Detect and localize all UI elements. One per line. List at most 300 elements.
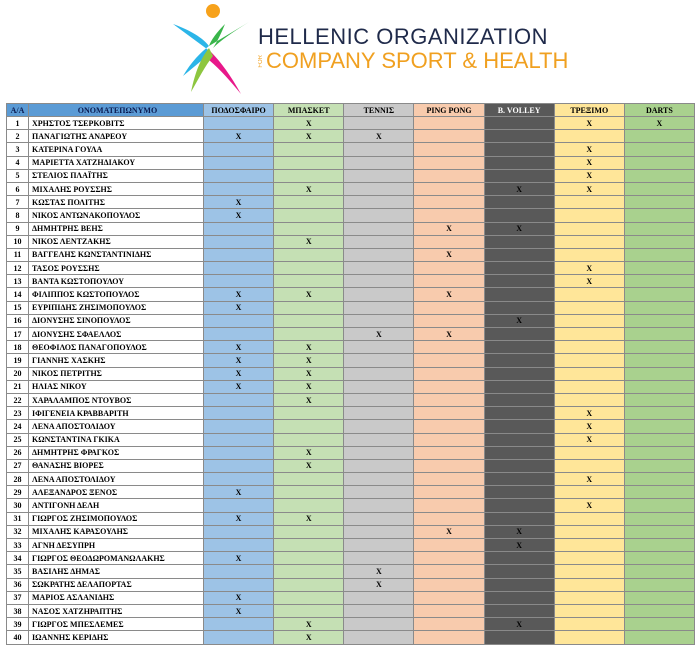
sport-mark — [554, 248, 624, 261]
sport-mark — [344, 196, 414, 209]
sport-mark — [344, 486, 414, 499]
sport-mark — [204, 473, 274, 486]
row-number: 27 — [7, 459, 29, 472]
sport-mark — [344, 143, 414, 156]
participant-name: ΧΑΡΑΛΑΜΠΟΣ ΝΤΟΥΒΟΣ — [29, 393, 204, 406]
sport-mark — [274, 591, 344, 604]
row-number: 38 — [7, 604, 29, 617]
sport-mark — [274, 433, 344, 446]
table-row — [7, 341, 695, 354]
sport-mark — [344, 248, 414, 261]
sport-mark — [554, 631, 624, 644]
sport-mark: X — [414, 525, 484, 538]
header-name: ΟΝΟΜΑΤΕΠΩΝΥΜΟ — [29, 104, 204, 117]
sport-mark — [624, 235, 694, 248]
sport-mark — [484, 209, 554, 222]
sport-mark: X — [484, 182, 554, 195]
sport-mark — [274, 486, 344, 499]
participant-name: ΒΑΣΙΛΗΣ ΔΗΜΑΣ — [29, 565, 204, 578]
sport-mark — [344, 380, 414, 393]
sport-mark — [274, 525, 344, 538]
sport-mark: X — [274, 446, 344, 459]
sport-mark: X — [274, 130, 344, 143]
header — [0, 0, 700, 100]
sport-mark — [484, 552, 554, 565]
sport-mark — [484, 591, 554, 604]
sport-mark — [414, 209, 484, 222]
sport-mark — [554, 591, 624, 604]
sport-mark — [204, 156, 274, 169]
sport-mark: X — [204, 288, 274, 301]
sport-mark — [554, 301, 624, 314]
sport-mark — [624, 631, 694, 644]
sport-mark — [204, 459, 274, 472]
participant-name: ΑΝΤΙΓΟΝΗ ΔΕΛΗ — [29, 499, 204, 512]
participant-name: ΝΙΚΟΣ ΑΝΤΩΝΑΚΟΠΟΥΛΟΣ — [29, 209, 204, 222]
sport-mark — [624, 578, 694, 591]
sport-mark — [624, 275, 694, 288]
sport-mark: X — [414, 222, 484, 235]
sport-mark — [624, 182, 694, 195]
sport-mark — [274, 262, 344, 275]
sport-mark — [344, 156, 414, 169]
row-number: 36 — [7, 578, 29, 591]
sport-mark — [484, 433, 554, 446]
sport-mark — [624, 499, 694, 512]
row-number: 5 — [7, 169, 29, 182]
sport-mark — [204, 446, 274, 459]
sport-mark — [414, 407, 484, 420]
sport-mark — [624, 407, 694, 420]
sport-mark — [204, 420, 274, 433]
sport-mark — [484, 473, 554, 486]
participant-name: ΝΙΚΟΣ ΛΕΝΤΖΑΚΗΣ — [29, 235, 204, 248]
sport-mark — [554, 380, 624, 393]
table-row — [7, 552, 695, 565]
sport-mark: X — [274, 367, 344, 380]
sport-mark — [344, 618, 414, 631]
table-row — [7, 156, 695, 169]
sport-mark — [204, 618, 274, 631]
sport-mark — [274, 169, 344, 182]
row-number: 33 — [7, 539, 29, 552]
logo-icon — [165, 2, 255, 98]
table-row — [7, 565, 695, 578]
header-sport: DARTS — [624, 104, 694, 117]
sport-mark: X — [204, 380, 274, 393]
participant-name: ΙΦΙΓΕΝΕΙΑ ΚΡΑΒΒΑΡΙΤΗ — [29, 407, 204, 420]
participant-name: ΔΙΟΝΥΣΗΣ ΣΦΑΕΛΛΟΣ — [29, 328, 204, 341]
sport-mark — [624, 262, 694, 275]
sport-mark: X — [554, 433, 624, 446]
sport-mark — [344, 525, 414, 538]
sport-mark — [204, 275, 274, 288]
sport-mark — [274, 314, 344, 327]
header-sport: ΤΡΕΞΙΜΟ — [554, 104, 624, 117]
participant-name: ΔΗΜΗΤΡΗΣ ΒΕΗΣ — [29, 222, 204, 235]
sport-mark — [414, 262, 484, 275]
sport-mark — [204, 433, 274, 446]
sport-mark — [624, 486, 694, 499]
sport-mark — [414, 235, 484, 248]
sport-mark — [344, 552, 414, 565]
sport-mark — [624, 604, 694, 617]
table-row — [7, 591, 695, 604]
sport-mark — [204, 235, 274, 248]
sport-mark: X — [554, 262, 624, 275]
sport-mark — [484, 117, 554, 130]
table-row — [7, 130, 695, 143]
sport-mark — [414, 367, 484, 380]
table-row — [7, 288, 695, 301]
sport-mark — [344, 420, 414, 433]
participant-name: ΓΙΩΡΓΟΣ ΜΠΕΣΛΕΜΕΣ — [29, 618, 204, 631]
participant-name: ΦΙΛΙΠΠΟΣ ΚΩΣΤΟΠΟΥΛΟΣ — [29, 288, 204, 301]
sport-mark — [204, 169, 274, 182]
sport-mark — [204, 393, 274, 406]
participant-name: ΚΩΣΤΑΣ ΠΟΛΙΤΗΣ — [29, 196, 204, 209]
table-row — [7, 446, 695, 459]
sport-mark — [414, 393, 484, 406]
table-row — [7, 539, 695, 552]
sport-mark — [344, 235, 414, 248]
sport-mark — [624, 473, 694, 486]
sport-mark — [414, 420, 484, 433]
sport-mark: X — [344, 578, 414, 591]
row-number: 10 — [7, 235, 29, 248]
row-number: 35 — [7, 565, 29, 578]
sport-mark — [554, 525, 624, 538]
sport-mark — [484, 328, 554, 341]
sport-mark — [274, 156, 344, 169]
participants-table — [6, 103, 695, 645]
sport-mark — [624, 512, 694, 525]
sport-mark — [624, 367, 694, 380]
sport-mark — [624, 565, 694, 578]
sport-mark — [624, 591, 694, 604]
sport-mark: X — [204, 591, 274, 604]
sport-mark — [554, 314, 624, 327]
sport-mark — [624, 314, 694, 327]
table-row — [7, 182, 695, 195]
sport-mark: X — [554, 182, 624, 195]
table-row — [7, 143, 695, 156]
sport-mark — [344, 262, 414, 275]
sport-mark — [344, 182, 414, 195]
sport-mark: X — [484, 314, 554, 327]
row-number: 8 — [7, 209, 29, 222]
sport-mark: X — [624, 117, 694, 130]
sport-mark — [344, 604, 414, 617]
participant-name: ΘΕΟΦΙΛΟΣ ΠΑΝΑΓΟΠΟΥΛΟΣ — [29, 341, 204, 354]
sport-mark — [414, 143, 484, 156]
sport-mark — [414, 604, 484, 617]
sport-mark — [274, 196, 344, 209]
sport-mark — [624, 539, 694, 552]
sport-mark — [484, 420, 554, 433]
sport-mark — [414, 539, 484, 552]
sport-mark — [624, 552, 694, 565]
sport-mark — [274, 420, 344, 433]
sport-mark — [414, 130, 484, 143]
org-title-line1: HELLENIC ORGANIZATION — [258, 24, 549, 49]
row-number: 31 — [7, 512, 29, 525]
row-number: 14 — [7, 288, 29, 301]
table-row — [7, 328, 695, 341]
sport-mark — [414, 591, 484, 604]
sport-mark — [344, 314, 414, 327]
sport-mark — [484, 367, 554, 380]
table-row — [7, 354, 695, 367]
sport-mark — [484, 578, 554, 591]
sport-mark — [414, 446, 484, 459]
participant-name: ΜΑΡΙΟΣ ΑΣΛΑΝΙΔΗΣ — [29, 591, 204, 604]
org-title-line2 — [258, 48, 568, 74]
participant-name: ΗΛΙΑΣ ΝΙΚΟΥ — [29, 380, 204, 393]
sport-mark — [274, 209, 344, 222]
participant-name: ΤΑΣΟΣ ΡΟΥΣΣΗΣ — [29, 262, 204, 275]
table-row — [7, 499, 695, 512]
sport-mark — [554, 222, 624, 235]
sport-mark — [414, 380, 484, 393]
row-number: 16 — [7, 314, 29, 327]
sport-mark — [624, 618, 694, 631]
table-row — [7, 301, 695, 314]
sport-mark — [484, 301, 554, 314]
row-number: 15 — [7, 301, 29, 314]
sport-mark — [344, 209, 414, 222]
participant-name: ΝΙΚΟΣ ΠΕΤΡΙΤΗΣ — [29, 367, 204, 380]
sport-mark — [624, 169, 694, 182]
sport-mark: X — [554, 156, 624, 169]
sport-mark — [204, 407, 274, 420]
row-number: 6 — [7, 182, 29, 195]
sport-mark: X — [204, 604, 274, 617]
sport-mark — [484, 248, 554, 261]
row-number: 4 — [7, 156, 29, 169]
sport-mark — [204, 525, 274, 538]
row-number: 37 — [7, 591, 29, 604]
sport-mark — [414, 354, 484, 367]
table-row — [7, 275, 695, 288]
table-row — [7, 367, 695, 380]
sport-mark — [554, 512, 624, 525]
participant-name: ΘΑΝΑΣΗΣ ΒΙΟΡΕΣ — [29, 459, 204, 472]
participant-name: ΣΩΚΡΑΤΗΣ ΔΕΛΑΠΟΡΤΑΣ — [29, 578, 204, 591]
sport-mark — [414, 631, 484, 644]
sport-mark: X — [344, 328, 414, 341]
sport-mark — [484, 169, 554, 182]
header-sport: PING PONG — [414, 104, 484, 117]
sport-mark — [204, 328, 274, 341]
sport-mark — [554, 486, 624, 499]
row-number: 12 — [7, 262, 29, 275]
sport-mark — [414, 618, 484, 631]
sport-mark: X — [274, 288, 344, 301]
participant-name: ΙΩΑΝΝΗΣ ΚΕΡΙΔΗΣ — [29, 631, 204, 644]
sport-mark — [624, 459, 694, 472]
participant-name: ΔΙΟΝΥΣΗΣ ΣΙΝΟΠΟΥΛΟΣ — [29, 314, 204, 327]
sport-mark — [484, 631, 554, 644]
participant-name: ΑΓΝΗ ΔΕΣΥΠΡΗ — [29, 539, 204, 552]
participant-name: ΓΙΑΝΝΗΣ ΧΑΣΚΗΣ — [29, 354, 204, 367]
table-row — [7, 618, 695, 631]
row-number: 39 — [7, 618, 29, 631]
sport-mark: X — [484, 618, 554, 631]
org-title-line2-text: COMPANY SPORT & HEALTH — [266, 48, 569, 73]
row-number: 32 — [7, 525, 29, 538]
org-title-for: FOR — [258, 54, 264, 68]
row-number: 11 — [7, 248, 29, 261]
participant-name: ΕΥΡΙΠΙΔΗΣ ΖΗΣΙΜΟΠΟΥΛΟΣ — [29, 301, 204, 314]
sport-mark: X — [204, 209, 274, 222]
table-header-row — [7, 104, 695, 117]
sport-mark — [414, 196, 484, 209]
table-row — [7, 262, 695, 275]
sport-mark — [484, 288, 554, 301]
sport-mark — [624, 130, 694, 143]
table-row — [7, 486, 695, 499]
header-sport: ΜΠΑΣΚΕΤ — [274, 104, 344, 117]
sport-mark — [484, 130, 554, 143]
table-row — [7, 248, 695, 261]
sport-mark — [624, 393, 694, 406]
table-row — [7, 222, 695, 235]
sport-mark — [344, 433, 414, 446]
sport-mark — [274, 499, 344, 512]
sport-mark — [344, 407, 414, 420]
participant-name: ΜΑΡΙΕΤΤΑ ΧΑΤΖΗΔΙΑΚΟΥ — [29, 156, 204, 169]
row-number: 22 — [7, 393, 29, 406]
sport-mark — [274, 565, 344, 578]
sport-mark — [204, 222, 274, 235]
sport-mark — [344, 393, 414, 406]
sport-mark — [484, 393, 554, 406]
row-number: 29 — [7, 486, 29, 499]
sport-mark — [484, 143, 554, 156]
sport-mark: X — [274, 117, 344, 130]
sport-mark — [624, 248, 694, 261]
participant-name: ΛΕΝΑ ΑΠΟΣΤΟΛΙΔΟΥ — [29, 473, 204, 486]
header-aa: Α/Α — [7, 104, 29, 117]
sport-mark: X — [344, 130, 414, 143]
sport-mark: X — [204, 486, 274, 499]
sport-mark — [274, 222, 344, 235]
sport-mark — [274, 143, 344, 156]
sport-mark — [554, 328, 624, 341]
sport-mark — [554, 354, 624, 367]
sport-mark — [484, 499, 554, 512]
sport-mark — [344, 117, 414, 130]
sport-mark — [624, 156, 694, 169]
sport-mark: X — [274, 618, 344, 631]
sport-mark — [344, 512, 414, 525]
sport-mark: X — [204, 367, 274, 380]
sport-mark: X — [554, 420, 624, 433]
participant-name: ΠΑΝΑΓΙΩΤΗΣ ΑΝΔΡΕΟΥ — [29, 130, 204, 143]
sport-mark — [554, 288, 624, 301]
sport-mark: X — [204, 301, 274, 314]
sport-mark — [624, 525, 694, 538]
sport-mark: X — [414, 248, 484, 261]
row-number: 19 — [7, 354, 29, 367]
sport-mark — [344, 499, 414, 512]
sport-mark — [484, 459, 554, 472]
sport-mark — [414, 182, 484, 195]
sport-mark — [344, 459, 414, 472]
sport-mark — [624, 446, 694, 459]
sport-mark — [414, 341, 484, 354]
row-number: 9 — [7, 222, 29, 235]
row-number: 21 — [7, 380, 29, 393]
sport-mark — [484, 354, 554, 367]
row-number: 20 — [7, 367, 29, 380]
row-number: 40 — [7, 631, 29, 644]
sport-mark: X — [204, 354, 274, 367]
sport-mark: X — [414, 328, 484, 341]
sport-mark — [204, 117, 274, 130]
sport-mark: X — [204, 130, 274, 143]
sport-mark — [554, 604, 624, 617]
sport-mark — [204, 314, 274, 327]
row-number: 23 — [7, 407, 29, 420]
sport-mark — [484, 565, 554, 578]
sport-mark — [204, 143, 274, 156]
sport-mark — [624, 301, 694, 314]
sport-mark — [204, 631, 274, 644]
sport-mark — [624, 209, 694, 222]
row-number: 26 — [7, 446, 29, 459]
sport-mark — [624, 222, 694, 235]
row-number: 34 — [7, 552, 29, 565]
sport-mark — [554, 393, 624, 406]
table-row — [7, 209, 695, 222]
sport-mark — [414, 314, 484, 327]
sport-mark: X — [274, 393, 344, 406]
sport-mark — [344, 169, 414, 182]
sport-mark — [344, 275, 414, 288]
header-sport: ΤΕΝΝΙΣ — [344, 104, 414, 117]
sport-mark — [204, 565, 274, 578]
table-row — [7, 525, 695, 538]
sport-mark: X — [204, 341, 274, 354]
sport-mark — [624, 328, 694, 341]
row-number: 28 — [7, 473, 29, 486]
row-number: 13 — [7, 275, 29, 288]
table-row — [7, 473, 695, 486]
sport-mark — [344, 473, 414, 486]
table-row — [7, 433, 695, 446]
sport-mark — [204, 578, 274, 591]
sport-mark — [414, 275, 484, 288]
table-row — [7, 235, 695, 248]
sport-mark — [554, 209, 624, 222]
sport-mark — [554, 196, 624, 209]
participant-name: ΓΙΩΡΓΟΣ ΘΕΟΔΩΡΟΜΑΝΩΛΑΚΗΣ — [29, 552, 204, 565]
sport-mark — [344, 591, 414, 604]
sport-mark — [624, 433, 694, 446]
table-row — [7, 459, 695, 472]
sport-mark — [484, 156, 554, 169]
sport-mark — [274, 328, 344, 341]
sport-mark — [344, 288, 414, 301]
sport-mark: X — [274, 182, 344, 195]
sport-mark — [484, 341, 554, 354]
sport-mark — [274, 539, 344, 552]
sport-mark — [554, 578, 624, 591]
participant-name: ΚΑΤΕΡΙΝΑ ΓΟΥΛΑ — [29, 143, 204, 156]
sport-mark — [274, 301, 344, 314]
